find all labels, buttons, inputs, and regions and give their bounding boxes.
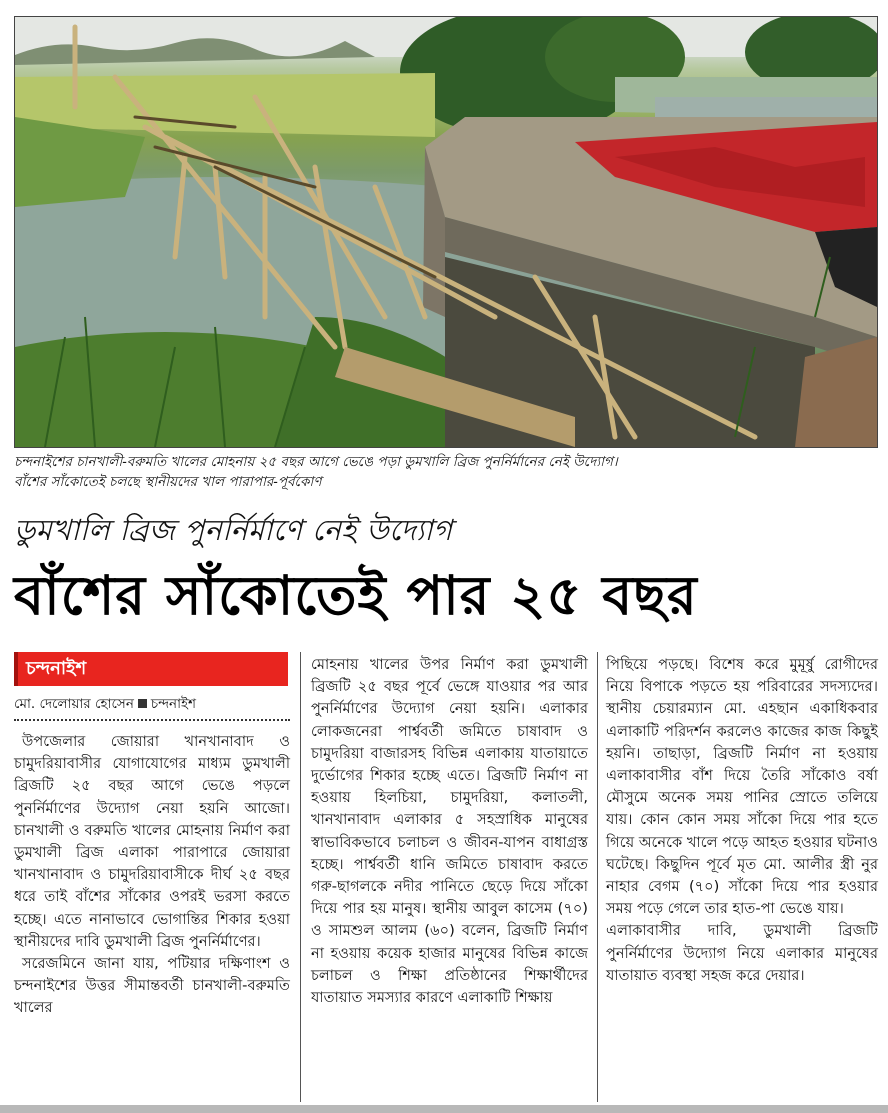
column-1-body [14, 731, 290, 1020]
column-divider [597, 652, 598, 1102]
caption-line-2: বাঁশের সাঁকোতেই চলছে স্থানীয়দের খাল পারাপার-পূর্বকোণ [14, 474, 322, 490]
byline [14, 694, 290, 714]
paragraph: সরেজমিনে জানা যায়, পটিয়ার দক্ষিণাংশ ও চন্দনাইশের উত্তর সীমান্তবর্তী চানখালী-বরুমতি খালের [14, 955, 290, 1017]
article-column-2 [311, 654, 588, 1009]
author-name: মো. দেলোয়ার হোসেন [14, 696, 134, 712]
news-photo [14, 16, 878, 448]
caption-line-1: চন্দনাইশের চানখালী-বরুমতি খালের মোহনায় ২৫ বছর আগে ভেঙে পড়া ডুমখালি ব্রিজ পুনর্নির্মানের নেই উদ্যোগ। [14, 454, 618, 470]
paragraph: পিছিয়ে পড়ছে। বিশেষ করে মুমূর্ষু রোগীদের নিয়ে বিপাকে পড়তে হয় পরিবারের সদস্যদের। স্থানীয় চেয়ারম্যান মো. এহছান একাধিকবার এলাকাটি পরিদর্শন করলেও কাজের কাজ কিছুই হয়নি। তাছাড়া, ব্রিজটি নির্মাণ না হওয়ায় এলাকাবাসীর বাঁশ দিয়ে তৈরি সাঁকোও বর্ষা মৌসুমে অনেক সময় পানির স্রোতে তলিয়ে যায়। কোন কোন সময় সাঁকো দিয়ে পার হতে গিয়ে অনেকে খালে পড়ে আহত হওয়ার ঘটনাও ঘটেছে। কিছুদিন পূর্বে মৃত মো. আলীর স্ত্রী নুর নাহার বেগম (৭০) সাঁকো দিয়ে পার হওয়ার সময় পড়ে গেলে তার হাত-পা ভেঙে যায়। [606, 656, 878, 918]
article-column-1 [14, 652, 290, 1020]
bamboo-bridge-photo [15, 17, 877, 447]
paragraph: উপজেলার জোয়ারা খানখানাবাদ ও চামুদরিয়াবাসীর যোগাযোগের মাধ্যম ডুমখালী ব্রিজটি ২৫ বছর আগে ভেঙে পড়লে পুনর্নির্মাণের উদ্যোগ নেয়া হয়নি আজো। চানখালী ও বরুমতি খালের মোহনায় নির্মাণ করা ডুমখালী ব্রিজ এলাকা পারাপারে জোয়ারা খানখানাবাদ ও চামুদরিয়াবাসীকে দীর্ঘ ২৫ বছর ধরে তাই বাঁশের সাঁকোর ওপরই ভরসা করতে হচ্ছে। এতে নানাভাবে ভোগান্তির শিকার হওয়া স্থানীয়দের দাবি ডুমখালী ব্রিজ পুনর্নির্মাণের। [14, 733, 290, 950]
kicker-headline: ডুমখালি ব্রিজ পুনর্নির্মাণে নেই উদ্যোগ [14, 513, 453, 547]
location-tag: চন্দনাইশ [14, 652, 288, 686]
dotted-divider [14, 717, 290, 721]
paragraph: এলাকাবাসীর দাবি, ডুমখালী ব্রিজটি পুনর্নির্মাণের উদ্যোগ নিয়ে এলাকার মানুষের যাতায়াত ব্যবস্থা সহজ করে দেয়ার। [606, 922, 878, 984]
byline-place: চন্দনাইশ [150, 696, 197, 712]
article-column-3 [606, 654, 878, 987]
column-divider [300, 652, 301, 1102]
photo-caption [14, 452, 878, 492]
bottom-border [0, 1105, 888, 1113]
paragraph: মোহনায় খালের উপর নির্মাণ করা ডুমখালী ব্রিজটি ২৫ বছর পূর্বে ভেঙ্গে যাওয়ার পর আর পুনর্নির্মাণের উদ্যোগ নেয়া হয়নি। এলাকার লোকজনেরা পার্শ্ববর্তী জমিতে চাষাবাদ ও চামুদরিয়া বাজারসহ বিভিন্ন এলাকায় যাতায়াতে দুর্ভোগের শিকার হচ্ছে এতে। ব্রিজটি নির্মাণ না হওয়ায় হিলচিয়া, চামুদরিয়া, কলাতলী, খানখানাবাদ এলাকার ৫ সহস্রাধিক মানুষের স্বাভাবিকভাবে চলাচল ও জীবন-যাপন বাধাগ্রস্ত হচ্ছে। পার্শ্ববর্তী ধানি জমিতে চাষাবাদ করতে গরু-ছাগলকে নদীর পানিতে ছেড়ে দিয়ে সাঁকো দিয়ে পার হয় মানুষ। স্থানীয় আবুল কাসেম (৭০) ও সামশুল আলম (৬০) বলেন, ব্রিজটি নির্মাণ না হওয়ায় কয়েক হাজার মানুষের বিভিন্ন কাজে চলাচল ও শিক্ষা প্রতিষ্ঠানের শিক্ষার্থীদের যাতায়াত সমস্যার কারণে এলাকাটি শিক্ষায় [311, 656, 588, 1007]
main-headline: বাঁশের সাঁকোতেই পার ২৫ বছর [14, 564, 698, 627]
square-bullet-icon [138, 699, 147, 708]
